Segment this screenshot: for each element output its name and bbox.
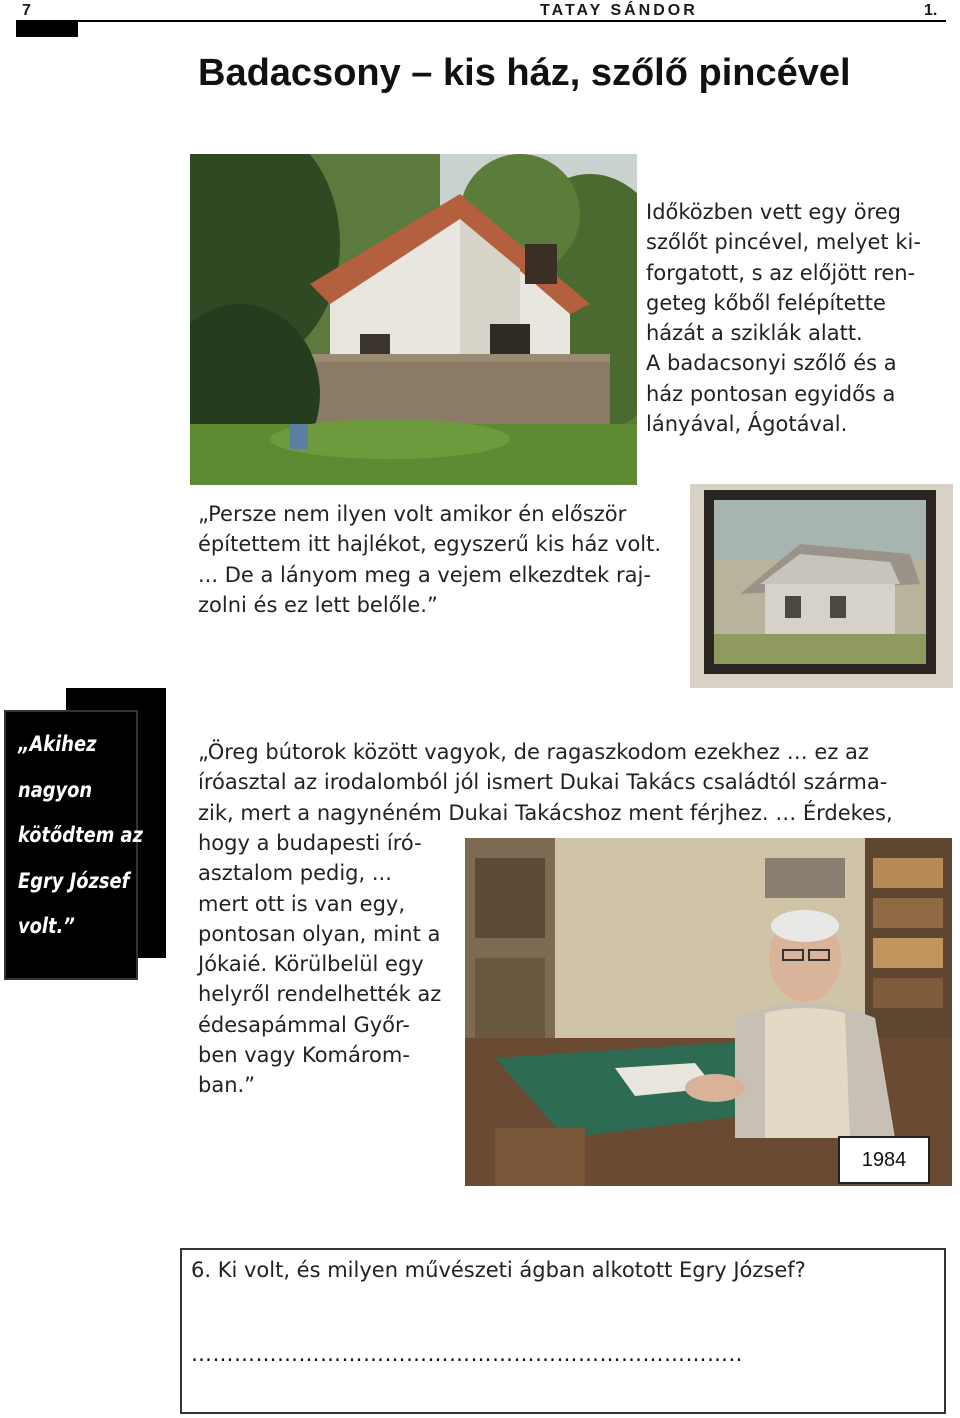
intro-line: geteg kőből felépítette [646,290,886,315]
intro-line: forgatott, s az előjött ren- [646,260,916,285]
answer-field[interactable]: ………………………………………………………………….. [191,1342,743,1366]
intro-line: A badacsonyi szőlő és a [646,351,897,376]
painting-photo [690,484,953,688]
house-quote [198,499,682,620]
intro-line: szőlőt pincével, melyet ki- [646,230,921,255]
quote-line: édesapámmal Győr- [198,1012,410,1037]
quote-line: hogy a budapesti író- [198,831,422,855]
quote-line: ban.” [198,1073,256,1098]
quote-line: zolni és ez lett belőle.” [198,592,438,617]
running-title: TATAY SÁNDOR [540,2,698,19]
quote-line: „Öreg bútorok között vagyok, de ragaszkodom ezekhez … ez az [198,740,869,764]
sidebox-line: nagyon [18,777,93,802]
intro-line: lányával, Ágotával. [646,412,848,437]
question-text: 6. Ki volt, és milyen művészeti ágban alkotott Egry József? [191,1258,806,1282]
intro-line: Időközben vett egy öreg [646,200,902,224]
quote-line: zik, mert a nagynéném Dukai Takácshoz ment férjhez. … Érdekes, [198,800,893,825]
quote-line: pontosan olyan, mint a [198,921,441,946]
sidebox-line: Egry József [18,868,130,893]
quote-line: ... De a lányom meg a vejem elkezdtek raj- [198,562,651,587]
sidebox-line: „Akihez [18,732,97,756]
intro-paragraph [646,197,944,439]
page-number: 7 [22,2,31,19]
desk-quote-narrow [198,828,456,1101]
house-photo [190,154,637,485]
sidebox-line: volt.” [18,914,75,938]
sidebox-line: kötődtem az [18,823,143,847]
quote-line: ben vagy Komárom- [198,1043,410,1068]
desk-quote-wide [198,737,943,828]
quote-line: építettem itt hajlékot, egyszerű kis ház volt. [198,532,662,557]
quote-line: „Persze nem ilyen volt amikor én először [198,502,627,526]
intro-line: házát a sziklák alatt. [646,321,863,346]
quote-line: asztalom pedig, ... [198,861,392,886]
header-tab-block [16,20,78,37]
man-at-desk-photo [465,838,952,1186]
quote-line: mert ott is van egy, [198,891,405,916]
year-label: 1984 [838,1136,930,1184]
sidebox-quote [18,722,143,950]
quote-line: helyről rendelhették az [198,982,442,1007]
chapter-number: 1. [924,2,938,19]
quote-line: Jókaié. Körülbelül egy [198,952,424,977]
intro-line: ház pontosan egyidős a [646,381,896,406]
header-rule [16,20,946,22]
page-title: Badacsony – kis ház, szőlő pincével [198,52,851,94]
quote-line: íróasztal az irodalomból jól ismert Dukai Takács családtól szárma- [198,770,888,795]
